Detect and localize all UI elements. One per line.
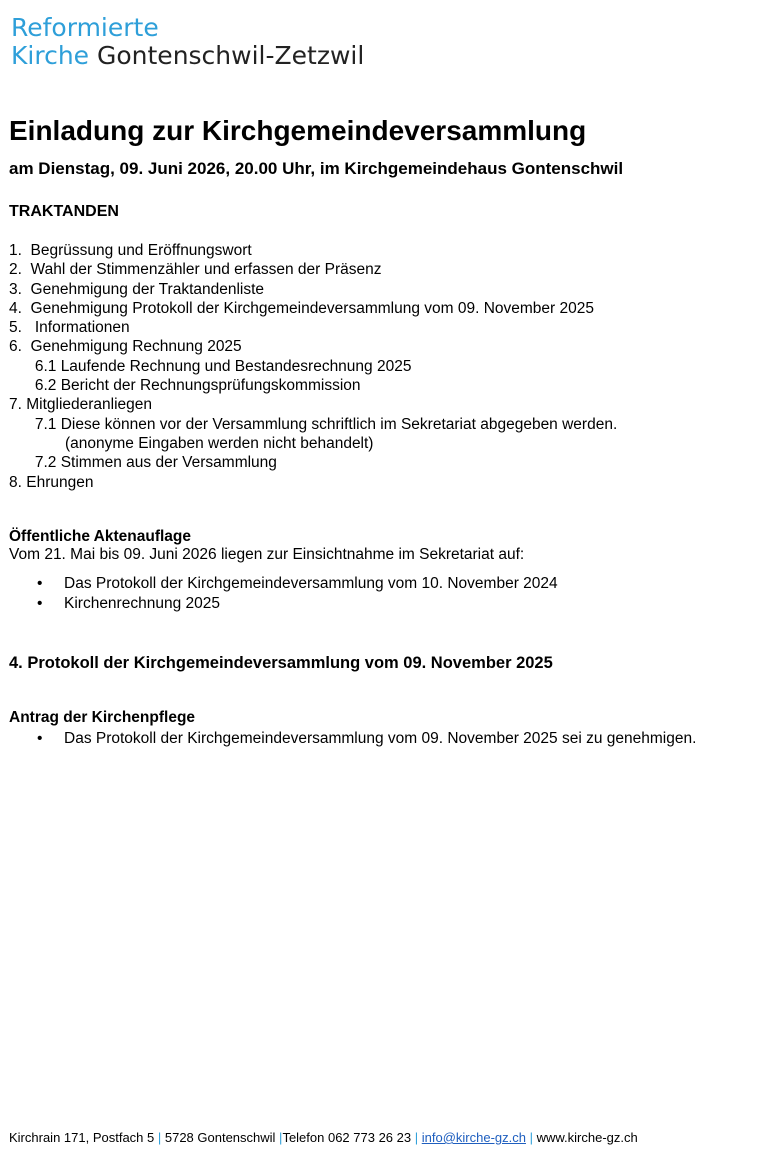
traktanden-heading: TRAKTANDEN — [9, 203, 119, 220]
agenda-subitem: 7.1 Diese können vor der Versammlung schriftlich im Sekretariat abgegeben werden. — [9, 415, 618, 433]
footer-website[interactable]: www.kirche-gz.ch — [533, 1130, 638, 1145]
bullet-text: Das Protokoll der Kirchgemeindeversammlung vom 10. November 2024 — [64, 575, 558, 592]
agenda-item: 3. Genehmigung der Traktandenliste — [9, 280, 265, 298]
agenda-subitem: 6.2 Bericht der Rechnungsprüfungskommission — [9, 377, 361, 395]
footer-address: Kirchrain 171, Postfach 5 — [9, 1130, 158, 1145]
agenda-item: 1. Begrüssung und Eröffnungswort — [9, 242, 252, 259]
logo-accent-word: Kirche — [11, 41, 90, 70]
logo-line-2 — [11, 42, 364, 70]
antrag-bullet-list — [0, 729, 696, 749]
logo-parish-name: Gontenschwil-Zetzwil — [89, 41, 365, 70]
section-4-heading: 4. Protokoll der Kirchgemeindeversammlung vom 09. November 2025 — [9, 654, 553, 672]
bullet-dot: • — [37, 730, 43, 747]
agenda-item: 5. Informationen — [9, 319, 130, 337]
bullet-dot: • — [37, 575, 43, 592]
bullet-item — [0, 594, 558, 614]
bullet-text: Das Protokoll der Kirchgemeindeversammlung vom 09. November 2025 sei zu genehmigen. — [64, 730, 697, 747]
agenda-item: 6. Genehmigung Rechnung 2025 — [9, 338, 242, 356]
agenda-item: 2. Wahl der Stimmenzähler und erfassen der Präsenz — [9, 261, 382, 279]
antrag-heading: Antrag der Kirchenpflege — [9, 709, 196, 726]
agenda-item: 4. Genehmigung Protokoll der Kirchgemeindeversammlung vom 09. November 2025 — [9, 299, 594, 317]
agenda-item: 7. Mitgliederanliegen — [9, 396, 153, 414]
agenda-item: 8. Ehrungen — [9, 473, 94, 491]
meeting-subtitle: am Dienstag, 09. Juni 2026, 20.00 Uhr, im Kirchgemeindehaus Gontenschwil — [9, 159, 624, 178]
footer-separator: | — [157, 1130, 162, 1145]
footer-town: 5728 Gontenschwil — [161, 1130, 280, 1145]
bullet-text: Kirchenrechnung 2025 — [64, 595, 220, 612]
agenda-subitem: 7.2 Stimmen aus der Versammlung — [9, 454, 277, 472]
church-logo — [11, 14, 364, 70]
bullet-dot: • — [37, 595, 43, 612]
bullet-item — [0, 729, 696, 749]
footer-contact — [9, 1130, 638, 1145]
footer-separator: | — [414, 1130, 419, 1145]
footer-phone: Telefon 062 773 26 23 — [282, 1130, 415, 1145]
logo-line-1: Reformierte — [11, 13, 159, 42]
footer-email-link[interactable]: info@kirche-gz.ch — [421, 1130, 526, 1145]
bullet-item — [0, 574, 558, 594]
akten-heading: Öffentliche Aktenauflage — [9, 528, 192, 545]
page-title: Einladung zur Kirchgemeindeversammlung — [9, 115, 587, 146]
akten-bullet-list — [0, 574, 558, 614]
footer-separator: | — [529, 1130, 533, 1145]
agenda-subitem-note: (anonyme Eingaben werden nicht behandelt) — [9, 434, 374, 452]
footer-separator: | — [279, 1130, 283, 1145]
agenda-list — [9, 241, 617, 492]
agenda-subitem: 6.1 Laufende Rechnung und Bestandesrechnung 2025 — [9, 357, 412, 375]
akten-text: Vom 21. Mai bis 09. Juni 2026 liegen zur Einsichtnahme im Sekretariat auf: — [9, 546, 525, 563]
